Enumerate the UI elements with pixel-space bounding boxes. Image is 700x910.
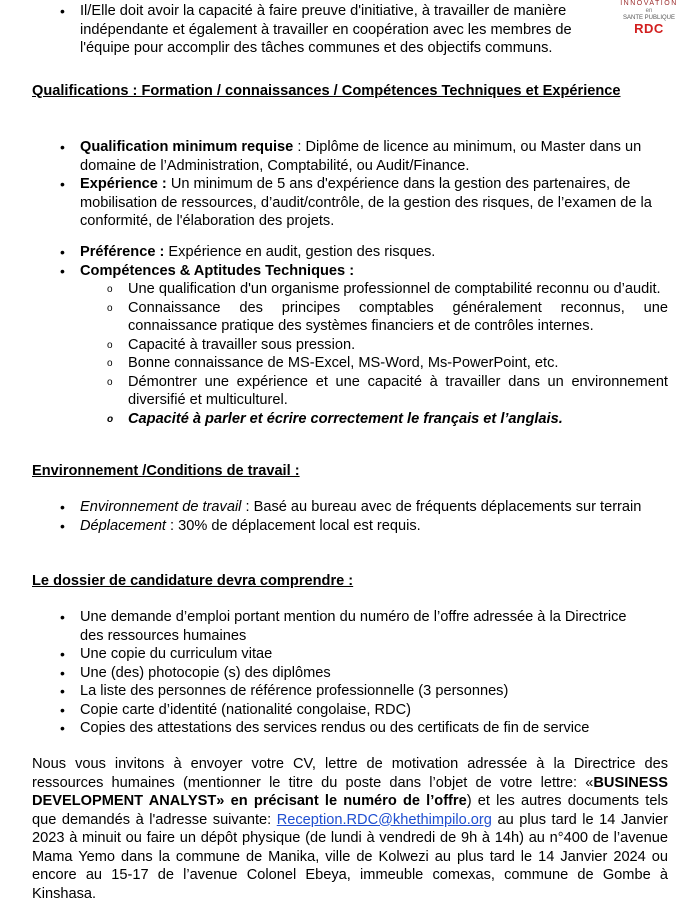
logo-line-2: en bbox=[645, 8, 653, 14]
qualification-minimum-label: Qualification minimum requise bbox=[80, 139, 294, 155]
closing-text-2: ) et les autres documents tels que demandés à l'adresse suivante: bbox=[32, 793, 668, 828]
dossier-item: • Une demande d’emploi portant mention du numéro de l’offre adressée à la Directrice des ressources humaines bbox=[32, 608, 700, 645]
logo-line-1: INNOVATION bbox=[620, 0, 678, 7]
intro-bullet: • Il/Elle doit avoir la capacité à faire preuve d'initiative, à travailler de manière indépendante et également à travailler en coopération avec les membres de l'équipe pour accomplir des tâches communes et des objectifs communs. bbox=[32, 2, 622, 58]
work-environment-text: : Basé au bureau avec de fréquents déplacements sur terrain bbox=[241, 499, 642, 515]
environment-list bbox=[32, 498, 700, 535]
closing-paragraph bbox=[32, 755, 668, 903]
experience-text: Un minimum de 5 ans d'expérience dans la gestion des partenaires, de mobilisation de ressources, d’audit/contrôle, de la gestion des risques, de l’examen de la conformité, de l'élaboration des projets. bbox=[80, 176, 652, 229]
skill-item: o Capacité à travailler sous pression. bbox=[32, 336, 700, 355]
closing-position-title: BUSINESS DEVELOPMENT ANALYST» en précisant le numéro de l’offre bbox=[32, 774, 668, 809]
dossier-item: • Une copie du curriculum vitae bbox=[32, 645, 700, 664]
logo-line-4: RDC bbox=[634, 21, 664, 36]
logo-line-3: SANTE PUBLIQUE bbox=[622, 15, 675, 21]
skill-item: o Une qualification d'un organisme professionnel de comptabilité reconnu ou d’audit. bbox=[32, 280, 700, 299]
work-environment-label: Environnement de travail bbox=[80, 499, 242, 515]
dossier-item: • La liste des personnes de référence professionnelle (3 personnes) bbox=[32, 682, 700, 701]
work-environment-item bbox=[32, 498, 700, 517]
travel-label: Déplacement bbox=[80, 517, 166, 534]
travel-item bbox=[32, 517, 700, 536]
skills-label: Compétences & Aptitudes Techniques : bbox=[80, 262, 355, 279]
dossier-list bbox=[32, 608, 700, 738]
skills-sublist bbox=[32, 280, 700, 428]
closing-text-1: Nous vous invitons à envoyer votre CV, lettre de motivation adressée à la Directrice des ressources humaines (mentionner le titre du poste dans l’objet de votre lettre: « bbox=[32, 756, 668, 791]
skills-item bbox=[32, 262, 700, 281]
experience-item bbox=[32, 175, 700, 231]
experience-label: Expérience : bbox=[80, 176, 167, 192]
qualification-minimum-text: : Diplôme de licence au minimum, ou Master dans un domaine de l’Administration, Comptabilité, ou Audit/Finance. bbox=[80, 139, 642, 174]
preference-list bbox=[32, 243, 700, 280]
intro-list bbox=[32, 2, 622, 58]
qualifications-heading: Qualifications : Formation / connaissances / Compétences Techniques et Expérience bbox=[32, 83, 621, 99]
skill-item: o Bonne connaissance de MS-Excel, MS-Word, Ms-PowerPoint, etc. bbox=[32, 354, 700, 373]
preference-item bbox=[32, 243, 700, 262]
qualification-minimum-item bbox=[32, 138, 700, 175]
dossier-heading: Le dossier de candidature devra comprendre : bbox=[32, 573, 354, 589]
preference-text: Expérience en audit, gestion des risques. bbox=[164, 244, 436, 260]
dossier-item: • Copie carte d’identité (nationalité congolaise, RDC) bbox=[32, 701, 700, 720]
dossier-item: • Copies des attestations des services rendus ou des certificats de fin de service bbox=[32, 719, 700, 738]
preference-label: Préférence : bbox=[80, 244, 165, 260]
qualifications-list bbox=[32, 138, 700, 231]
closing-text-3: au plus tard le 14 Janvier 2023 à minuit ou faire un dépôt physique (de lundi à vendredi de 9h à 14h) au n°400 de l’avenue Mama Yemo dans la commune de Manika, ville de Kolwezi au plus tard le 14 Janvier 2024 ou encore au 15-17 de l’avenue Colonel Ebeya, immeuble comexas, commune de Gombe à Kinshasa. bbox=[32, 811, 668, 902]
skill-item: o Connaissance des principes comptables généralement reconnus, une connaissance pratique des systèmes financiers et de contrôles internes. bbox=[32, 299, 700, 336]
environment-heading: Environnement /Conditions de travail : bbox=[32, 463, 300, 479]
dossier-item: • Une (des) photocopie (s) des diplômes bbox=[32, 664, 700, 683]
email-link[interactable]: Reception.RDC@khethimpilo.org bbox=[276, 811, 492, 828]
travel-text: : 30% de déplacement local est requis. bbox=[166, 517, 421, 534]
skill-item: o Démontrer une expérience et une capacité à travailler dans un environnement diversifié et multiculturel. bbox=[32, 373, 700, 410]
skill-item: o Capacité à parler et écrire correctement le français et l’anglais. bbox=[32, 410, 700, 429]
